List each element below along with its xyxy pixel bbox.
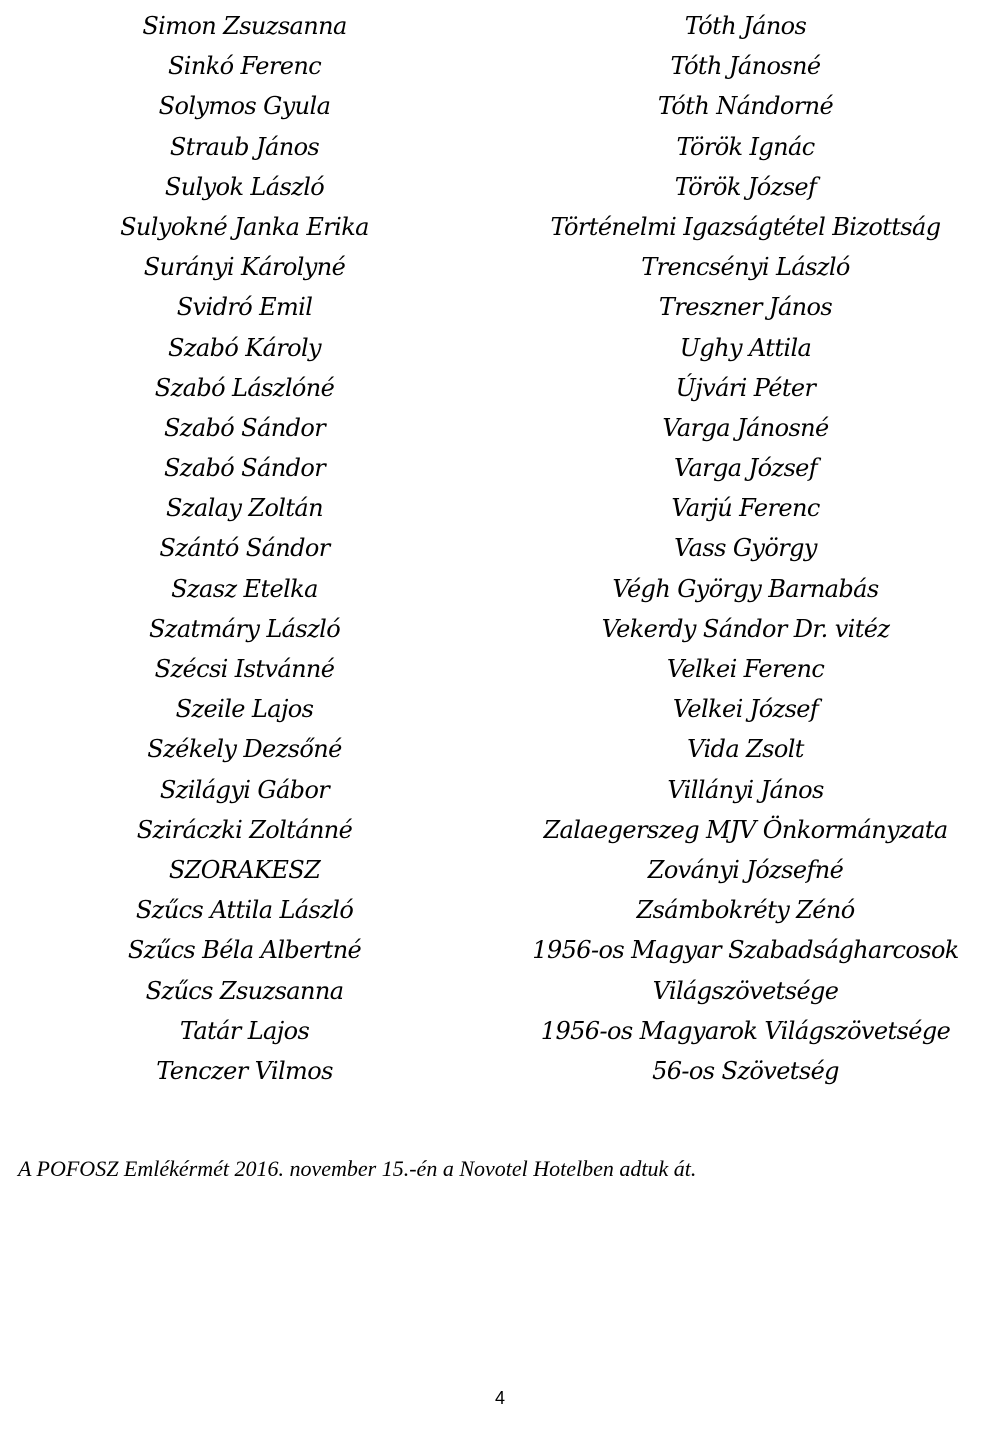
list-item: Surányi Károlyné [143,253,346,282]
list-item: Villányi János [667,775,824,804]
footnote: A POFOSZ Emlékérmét 2016. november 15.-én a Novotel Hotelben adtuk át. [18,1156,697,1181]
list-item: Török József [674,172,817,201]
list-item: Szilágyi Gábor [159,775,330,804]
list-item: Szeile Lajos [175,695,314,724]
list-item: SZORAKESZ [168,855,321,884]
list-item: Világszövetsége [652,976,839,1005]
list-item: Straub János [169,132,320,161]
list-item: Tóth János [684,12,807,40]
list-item: Végh György Barnabás [612,574,879,603]
list-item: Solymos Gyula [158,92,331,121]
list-item: Varjú Ferenc [671,494,820,523]
list-item: Török Ignác [676,132,815,161]
list-item: Treszner János [658,293,833,322]
list-item: Szalay Zoltán [166,494,323,523]
list-item: Simon Zsuzsanna [142,12,347,40]
list-item: Szűcs Zsuzsanna [145,976,344,1005]
list-item: Vass György [674,534,817,563]
list-item: Sziráczki Zoltánné [136,815,353,844]
list-item: Szabó Lászlóné [154,373,335,402]
list-item: Sulyok László [164,172,325,201]
name-column-right [491,6,1000,1091]
list-item: Szabó Károly [167,333,322,362]
list-item: Szabó Sándor [163,413,326,442]
list-item: 1956-os Magyarok Világszövetsége [540,1016,951,1045]
list-item: Szűcs Béla Albertné [127,936,362,965]
list-item: Vekerdy Sándor Dr. vitéz [601,614,890,643]
list-item: Varga József [673,454,818,483]
list-item: 1956-os Magyar Szabadságharcosok [532,936,959,965]
list-item: 56-os Szövetség [652,1056,839,1085]
list-item: Tóth Nándorné [657,92,834,121]
list-item: Újvári Péter [675,373,816,402]
list-item: Ughy Attila [679,333,812,362]
list-item: Szécsi Istvánné [154,655,335,683]
page-number: 4 [494,1388,505,1408]
list-item: Vida Zsolt [687,735,804,764]
list-item: Varga Jánosné [662,413,829,442]
list-item: Történelmi Igazságtétel Bizottság [550,212,941,241]
list-item: Szántó Sándor [159,534,330,563]
list-item: Szabó Sándor [163,454,326,483]
list-item: Szasz Etelka [171,574,318,603]
list-item: Szűcs Attila László [135,896,354,925]
list-item: Tatár Lajos [179,1016,310,1045]
list-item: Székely Dezsőné [147,735,342,764]
name-list [0,6,1000,1091]
list-item: Zalaegerszeg MJV Önkormányzata [543,815,948,844]
name-column-left [0,6,489,1091]
list-item: Velkei József [672,695,819,724]
list-item: Zoványi Józsefné [647,855,844,884]
list-item: Szatmáry László [148,614,341,643]
list-item: Tóth Jánosné [670,52,821,81]
list-item: Velkei Ferenc [666,655,825,683]
list-item: Sulyokné Janka Erika [120,212,369,241]
list-item: Zsámbokréty Zénó [636,896,855,925]
list-item: Sinkó Ferenc [167,52,322,81]
list-item: Svidró Emil [176,293,313,322]
list-item: Trencsényi László [641,253,850,282]
list-item: Tenczer Vilmos [156,1056,333,1085]
